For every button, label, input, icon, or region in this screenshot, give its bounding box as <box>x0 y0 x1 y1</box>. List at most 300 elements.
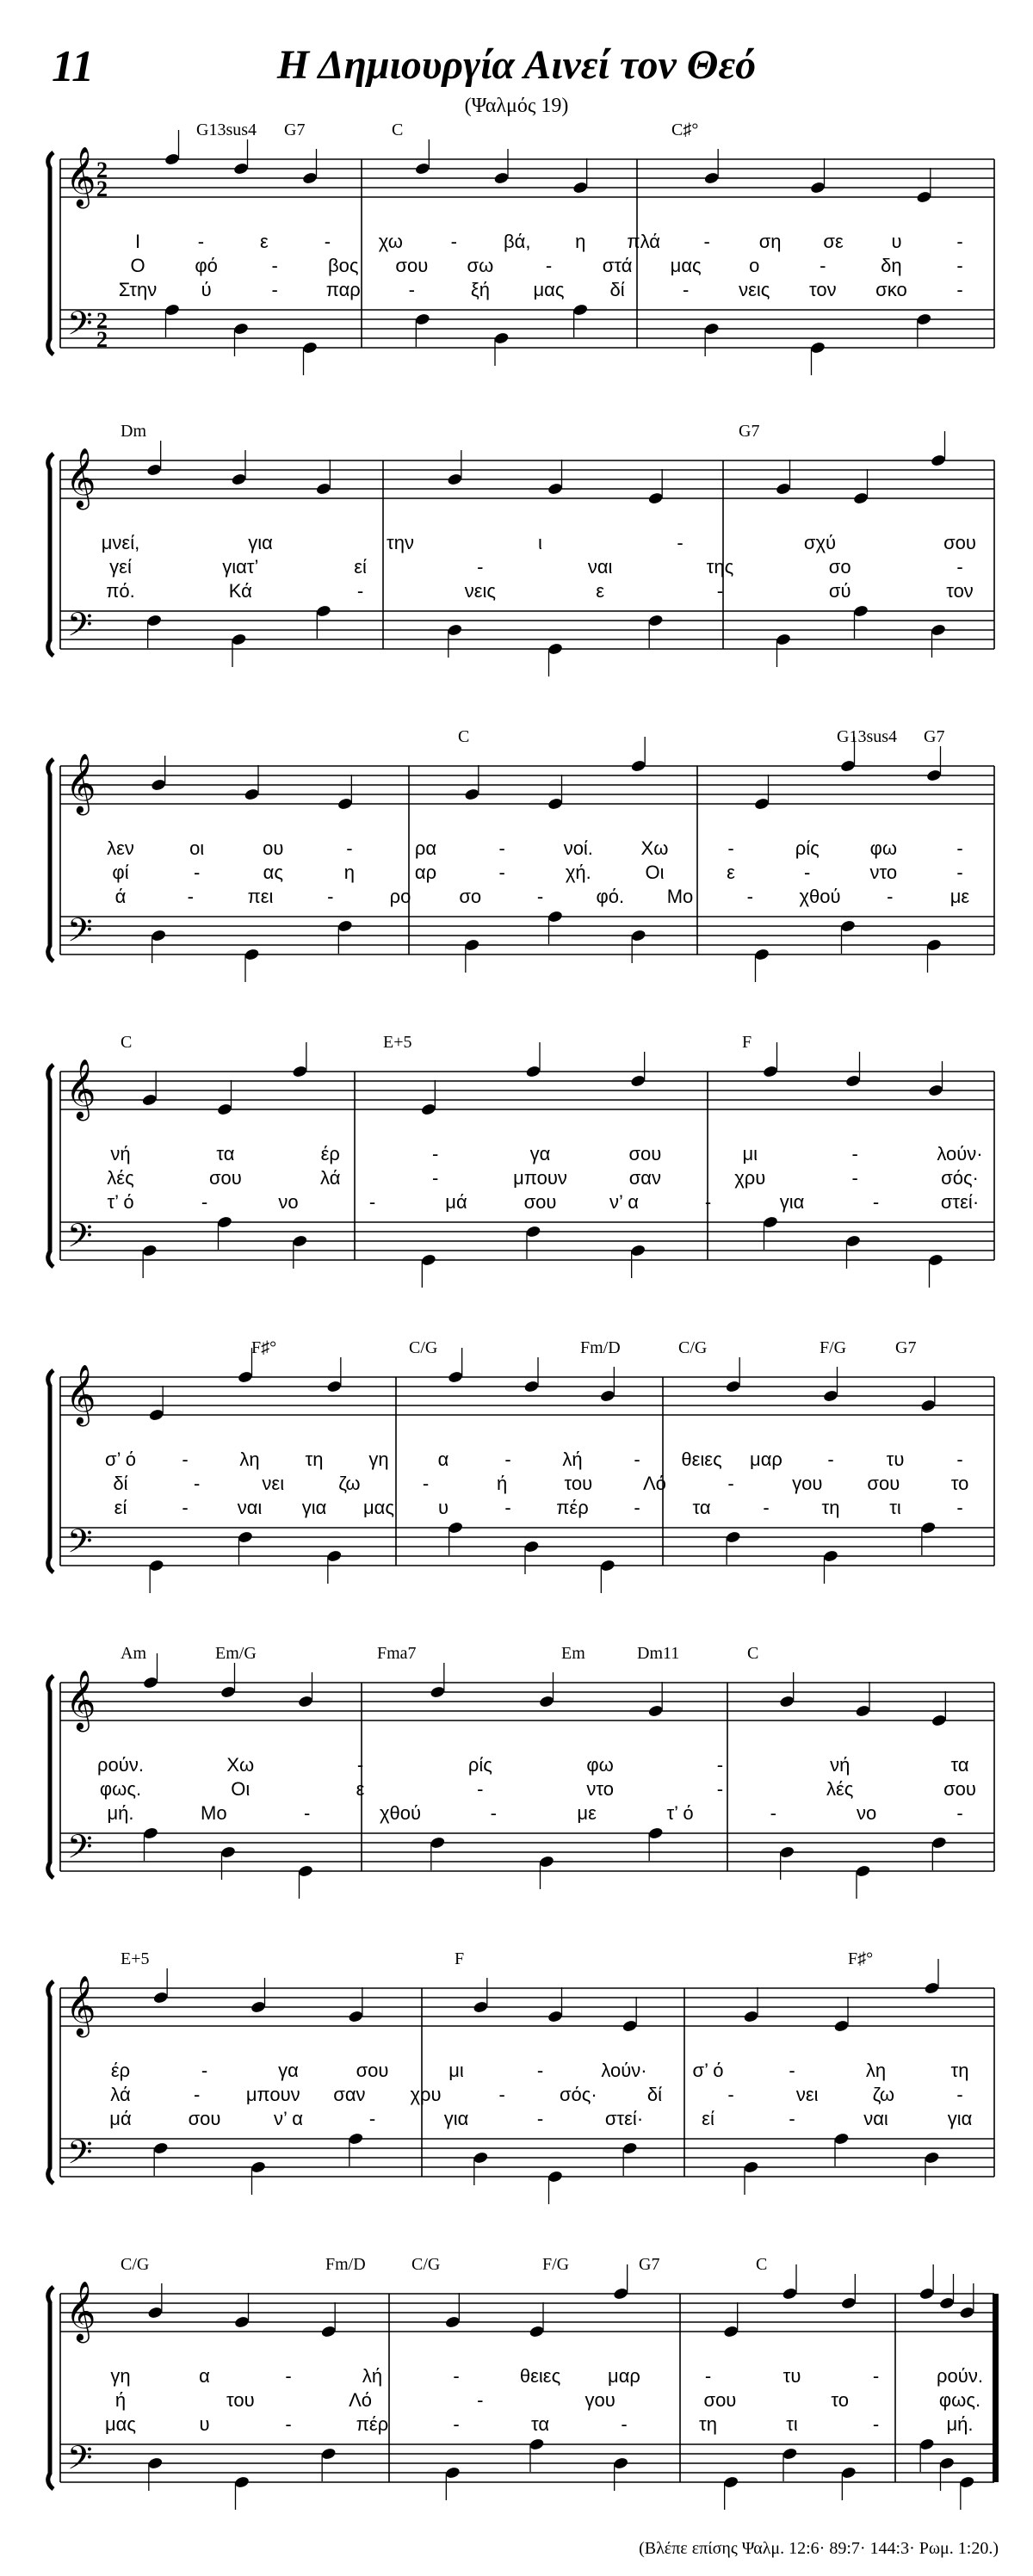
chord-symbol: C/G <box>121 2255 150 2274</box>
treble-clef-icon: 𝄞 <box>65 2281 96 2341</box>
lyric-hyphen: - <box>827 1449 834 1470</box>
treble-note <box>779 1695 795 1708</box>
treble-note <box>840 2296 857 2310</box>
lyric-syllable: θειες <box>681 1449 722 1470</box>
lyric-hyphen: - <box>682 279 690 300</box>
bass-note <box>529 2437 545 2451</box>
lyric-syllable: γου <box>585 2389 615 2411</box>
bass-note <box>647 614 664 627</box>
treble-note <box>217 1103 233 1116</box>
lyric-syllable: τη <box>950 2060 969 2081</box>
bass-note <box>525 1225 541 1239</box>
lyric-hyphen: - <box>956 862 963 883</box>
lyric-syllable: σου <box>356 2060 389 2081</box>
bass-note <box>238 1530 254 1544</box>
lyric-syllable: Στην <box>118 279 158 300</box>
chord-symbol: Dm11 <box>637 1644 680 1663</box>
hymn-subtitle: (Ψαλμός 19) <box>464 95 569 117</box>
bass-note <box>547 642 564 656</box>
chord-symbol: C/G <box>409 1338 438 1357</box>
lyric-syllable: λές <box>107 1167 134 1189</box>
treble-note <box>754 797 770 811</box>
treble-note <box>763 1065 779 1078</box>
lyric-syllable: χή. <box>565 862 591 883</box>
lyric-syllable: υ <box>199 2413 210 2435</box>
lyric-syllable: σ’ ό <box>692 2060 724 2081</box>
lyric-hyphen: - <box>851 1143 858 1164</box>
bass-note <box>217 1215 233 1229</box>
lyric-syllable: σου <box>943 532 976 553</box>
lyric-syllable: νοί. <box>563 837 593 859</box>
lyric-syllable: γη <box>110 2365 131 2387</box>
chord-symbol: G7 <box>895 1338 917 1357</box>
lyric-syllable: ντο <box>869 862 898 883</box>
treble-note <box>743 2010 759 2023</box>
lyric-hyphen: - <box>804 862 811 883</box>
bass-note <box>840 919 857 933</box>
lyric-syllable: ση <box>758 231 782 252</box>
lyric-hyphen: - <box>872 2413 880 2435</box>
chord-symbol: Em <box>561 1644 585 1663</box>
treble-note <box>599 1389 615 1403</box>
bass-note <box>523 1540 540 1554</box>
bass-note <box>547 2170 564 2184</box>
lyric-syllable: ο <box>749 255 760 276</box>
lyric-syllable: τον <box>946 580 974 602</box>
lyric-syllable: σου <box>188 2108 221 2129</box>
bass-note <box>853 604 869 618</box>
lyric-syllable: μά <box>109 2108 132 2129</box>
lyric-syllable: μαρ <box>750 1449 782 1470</box>
treble-note <box>928 1084 944 1097</box>
bass-note <box>810 341 826 355</box>
music-system <box>0 1949 1033 2208</box>
lyric-syllable: στεί· <box>940 1191 980 1213</box>
chord-symbol: Am <box>121 1644 146 1663</box>
lyric-hyphen: - <box>271 255 278 276</box>
lyric-hyphen: - <box>431 1167 439 1189</box>
bass-note <box>779 1845 795 1859</box>
lyric-syllable: στεί· <box>604 2108 644 2129</box>
bass-note <box>613 2456 629 2470</box>
lyric-hyphen: - <box>704 2365 712 2387</box>
lyric-syllable: εί <box>354 556 367 578</box>
treble-note <box>143 1676 159 1690</box>
treble-note <box>298 1695 314 1708</box>
lyric-hyphen: - <box>887 886 894 907</box>
lyric-syllable: φω <box>586 1754 614 1776</box>
lyric-syllable: βά, <box>504 231 531 252</box>
lyric-syllable: με <box>949 886 970 907</box>
bass-note <box>959 2475 975 2489</box>
bass-clef-icon: 𝄢 <box>67 911 93 957</box>
bass-note <box>493 331 510 345</box>
lyric-hyphen: - <box>727 837 734 859</box>
lyric-syllable: ή <box>114 2389 127 2411</box>
lyric-syllable: ε <box>596 580 605 602</box>
lyric-syllable: παρ <box>325 279 361 300</box>
lyric-hyphen: - <box>956 1802 963 1824</box>
lyric-syllable: η <box>575 231 586 252</box>
chord-symbol: F <box>742 1033 752 1052</box>
lyric-syllable: ε <box>356 1778 365 1800</box>
bass-note <box>647 1826 664 1840</box>
lyric-syllable: η <box>343 862 356 883</box>
music-system <box>0 422 1033 680</box>
lyric-syllable: δη <box>881 255 902 276</box>
treble-note <box>473 2000 489 2014</box>
lyric-hyphen: - <box>716 580 724 602</box>
lyric-hyphen: - <box>536 2108 544 2129</box>
bass-note <box>251 2160 267 2174</box>
lyric-syllable: λη <box>239 1449 260 1470</box>
lyric-hyphen: - <box>763 1497 770 1518</box>
bass-clef-icon: 𝄢 <box>67 304 93 350</box>
bass-note <box>320 2447 337 2461</box>
lyric-syllable: σου <box>628 1143 662 1164</box>
lyric-hyphen: - <box>704 1191 712 1213</box>
bass-note <box>444 2466 461 2480</box>
lyric-hyphen: - <box>477 1778 484 1800</box>
treble-note <box>630 759 646 773</box>
bass-note <box>703 322 720 336</box>
treble-note <box>233 162 250 176</box>
lyric-syllable: α <box>437 1449 449 1470</box>
bass-note <box>926 938 943 952</box>
lyric-hyphen: - <box>504 1449 511 1470</box>
treble-time-signature-top: 2 <box>96 158 108 182</box>
lyric-syllable: ρίς <box>795 837 820 859</box>
treble-note <box>320 2325 337 2338</box>
treble-note <box>420 1103 436 1116</box>
lyric-syllable: ναι <box>237 1497 263 1518</box>
lyric-syllable: ου <box>263 837 284 859</box>
bass-note <box>547 910 564 924</box>
chord-symbol: G7 <box>924 727 945 746</box>
lyric-syllable: ντο <box>586 1778 614 1800</box>
bass-note <box>776 633 792 646</box>
lyric-hyphen: - <box>536 2060 544 2081</box>
lyric-hyphen: - <box>820 255 826 276</box>
chord-symbol: C♯° <box>671 120 699 139</box>
bass-note <box>725 1530 741 1544</box>
music-system <box>0 1644 1033 1902</box>
music-system <box>0 727 1033 985</box>
lyric-syllable: δί <box>609 279 625 300</box>
lyric-syllable: για <box>779 1191 805 1213</box>
system-bracket <box>48 152 53 355</box>
lyric-hyphen: - <box>201 2060 208 2081</box>
lyric-syllable: ε <box>260 231 269 252</box>
lyric-syllable: τη <box>699 2413 717 2435</box>
lyric-syllable: α <box>199 2365 210 2387</box>
chord-symbol: Fma7 <box>377 1644 417 1663</box>
treble-note <box>845 1074 862 1088</box>
lyric-syllable: το <box>831 2389 850 2411</box>
bass-note <box>855 1864 871 1878</box>
lyric-syllable: σου <box>523 1191 557 1213</box>
bass-note <box>924 2151 940 2165</box>
bass-note <box>420 1253 436 1267</box>
treble-note <box>840 759 857 773</box>
treble-note <box>448 1370 464 1384</box>
system-bracket <box>48 2287 53 2489</box>
lyric-syllable: της <box>706 556 734 578</box>
bass-note <box>430 1836 446 1850</box>
treble-note <box>823 1389 839 1403</box>
treble-note <box>547 2010 564 2023</box>
treble-note <box>647 491 664 505</box>
treble-note <box>539 1695 555 1708</box>
lyric-syllable: νο <box>857 1802 877 1824</box>
lyric-hyphen: - <box>422 1473 430 1494</box>
lyric-syllable: τη <box>821 1497 840 1518</box>
system-bracket <box>48 1981 53 2184</box>
treble-note <box>493 171 510 185</box>
staff-notation <box>0 120 1033 405</box>
lyric-syllable: πέρ <box>356 2413 389 2435</box>
bass-note <box>572 303 589 317</box>
lyric-hyphen: - <box>536 886 544 907</box>
lyric-syllable: λη <box>865 2060 887 2081</box>
lyric-syllable: οι <box>189 837 205 859</box>
treble-note <box>725 1380 741 1393</box>
lyric-syllable: Οι <box>231 1778 251 1800</box>
treble-clef-icon: 𝄞 <box>65 448 96 508</box>
lyric-syllable: σαν <box>333 2084 366 2105</box>
lyric-hyphen: - <box>368 2108 376 2129</box>
lyric-syllable: του <box>564 1473 593 1494</box>
lyric-syllable: τον <box>809 279 837 300</box>
bass-clef-icon: 𝄢 <box>67 1827 93 1874</box>
lyric-hyphen: - <box>285 2413 292 2435</box>
lyric-syllable: τ’ ό <box>666 1802 694 1824</box>
lyric-syllable: γιατ’ <box>222 556 259 578</box>
treble-note <box>916 190 932 204</box>
lyric-syllable: ναι <box>587 556 613 578</box>
bass-note <box>348 2132 364 2146</box>
bass-note <box>152 2141 169 2155</box>
lyric-syllable: τυ <box>886 1449 905 1470</box>
treble-note <box>348 2010 364 2023</box>
treble-note <box>529 2325 545 2338</box>
lyric-syllable: ν’ α <box>609 1191 639 1213</box>
lyric-syllable: εί <box>114 1497 127 1518</box>
lyric-syllable: ρίς <box>467 1754 492 1776</box>
lyric-hyphen: - <box>872 1191 880 1213</box>
treble-note <box>164 152 181 166</box>
lyric-syllable: μας <box>105 2413 136 2435</box>
treble-note <box>931 454 947 467</box>
lyric-syllable: Χω <box>226 1754 255 1776</box>
treble-note <box>622 2019 638 2033</box>
treble-note <box>447 473 463 486</box>
lyric-syllable: ε <box>727 862 735 883</box>
treble-note <box>939 2296 956 2310</box>
treble-clef-icon: 𝄞 <box>65 1975 96 2035</box>
treble-note <box>833 2019 850 2033</box>
treble-note <box>525 1065 541 1078</box>
treble-note <box>238 1370 254 1384</box>
bass-note <box>539 1855 555 1869</box>
lyric-syllable: σο <box>459 886 482 907</box>
treble-note <box>464 788 480 801</box>
bass-clef-icon: 𝄢 <box>67 1216 93 1263</box>
lyric-syllable: ν’ α <box>274 2108 303 2129</box>
chord-symbol: C/G <box>411 2255 441 2274</box>
chord-symbol: F♯° <box>251 1338 277 1357</box>
lyric-syllable: εί <box>702 2108 714 2129</box>
bass-note <box>147 2456 164 2470</box>
treble-note <box>613 2287 629 2301</box>
treble-note <box>251 2000 267 2014</box>
bass-note <box>148 1559 164 1572</box>
bass-note <box>763 1215 779 1229</box>
treble-note <box>723 2325 739 2338</box>
bass-note <box>326 1549 343 1563</box>
lyric-hyphen: - <box>703 231 710 252</box>
lyric-hyphen: - <box>956 837 963 859</box>
lyric-hyphen: - <box>477 2389 484 2411</box>
staff-notation <box>0 2255 1033 2539</box>
lyric-syllable: ξή <box>470 279 490 300</box>
chord-symbol: Em/G <box>215 1644 257 1663</box>
lyric-hyphen: - <box>677 532 684 553</box>
lyric-hyphen: - <box>789 2108 795 2129</box>
lyric-hyphen: - <box>746 886 753 907</box>
lyric-syllable: ι <box>538 532 542 553</box>
lyric-syllable: σός· <box>559 2084 597 2105</box>
lyric-syllable: φως. <box>99 1778 142 1800</box>
lyric-hyphen: - <box>271 279 278 300</box>
treble-note <box>147 2306 164 2320</box>
lyric-hyphen: - <box>193 862 201 883</box>
bass-note <box>931 1836 947 1850</box>
lyric-syllable: την <box>387 532 414 553</box>
lyric-syllable: ναι <box>863 2108 888 2129</box>
lyric-syllable: Μο <box>666 886 694 907</box>
bass-note <box>337 919 353 933</box>
chord-symbol: C <box>121 1033 133 1052</box>
lyric-hyphen: - <box>634 1449 640 1470</box>
bass-note <box>141 1244 158 1257</box>
treble-note <box>151 778 167 792</box>
lyric-syllable: τ’ ό <box>107 1191 134 1213</box>
lyric-syllable: μι <box>742 1143 758 1164</box>
bass-note <box>723 2475 739 2489</box>
lyric-syllable: έρ <box>320 1143 340 1164</box>
treble-note <box>146 463 163 477</box>
lyric-hyphen: - <box>187 886 194 907</box>
lyric-syllable: τα <box>950 1754 969 1776</box>
lyric-syllable: λά <box>110 2084 131 2105</box>
lyric-hyphen: - <box>504 1497 511 1518</box>
lyric-hyphen: - <box>356 1754 364 1776</box>
chord-symbol: C <box>458 727 470 746</box>
bass-note <box>939 2456 956 2470</box>
lyric-syllable: πέρ <box>556 1497 589 1518</box>
lyric-syllable: μας <box>670 255 702 276</box>
lyric-syllable: ρούν. <box>937 2365 983 2387</box>
lyric-hyphen: - <box>450 231 457 252</box>
lyric-syllable: τι <box>889 1497 901 1518</box>
bass-note <box>840 2466 857 2480</box>
chord-symbol: G7 <box>284 120 306 139</box>
lyric-syllable: φως. <box>938 2389 981 2411</box>
treble-note <box>302 171 319 185</box>
treble-note <box>703 171 720 185</box>
bass-note <box>447 623 463 637</box>
lyric-syllable: σου <box>208 1167 242 1189</box>
lyric-syllable: σύ <box>828 580 851 602</box>
lyric-hyphen: - <box>770 1802 776 1824</box>
bass-note <box>919 2437 935 2451</box>
lyric-hyphen: - <box>956 1497 963 1518</box>
chord-symbol: F/G <box>820 1338 847 1357</box>
lyric-hyphen: - <box>956 279 963 300</box>
chord-symbol: C/G <box>678 1338 708 1357</box>
lyric-hyphen: - <box>634 1497 640 1518</box>
lyric-syllable: τα <box>692 1497 711 1518</box>
bass-note <box>302 341 319 355</box>
system-bracket <box>48 759 53 961</box>
lyric-syllable: θειες <box>519 2365 561 2387</box>
bass-clef-icon: 𝄢 <box>67 2438 93 2485</box>
music-system <box>0 120 1033 379</box>
lyric-syllable: λά <box>320 1167 341 1189</box>
lyric-syllable: το <box>950 1473 969 1494</box>
lyric-syllable: γα <box>278 2060 299 2081</box>
lyric-hyphen: - <box>956 231 963 252</box>
bass-note <box>599 1559 615 1572</box>
lyric-syllable: έρ <box>110 2060 131 2081</box>
lyric-hyphen: - <box>621 2413 628 2435</box>
treble-note <box>924 1981 940 1995</box>
lyric-syllable: χθού <box>379 1802 422 1824</box>
staff-notation <box>0 1644 1033 1928</box>
lyric-syllable: μνεί, <box>101 532 140 553</box>
lyric-syllable: γα <box>529 1143 551 1164</box>
bass-note <box>630 929 646 942</box>
lyric-syllable: σε <box>823 231 844 252</box>
treble-clef-icon: 𝄞 <box>65 1059 96 1119</box>
lyric-syllable: νει <box>795 2084 819 2105</box>
lyric-syllable: λές <box>826 1778 854 1800</box>
bass-note <box>143 1826 159 1840</box>
lyric-hyphen: - <box>956 556 963 578</box>
lyric-syllable: νο <box>278 1191 299 1213</box>
bass-note <box>630 1244 646 1257</box>
treble-note <box>315 482 331 496</box>
lyric-syllable: τι <box>786 2413 798 2435</box>
lyric-syllable: νεις <box>739 279 770 300</box>
lyric-hyphen: - <box>498 2084 505 2105</box>
bass-note <box>315 604 331 618</box>
lyric-syllable: Χω <box>640 837 669 859</box>
lyric-syllable: τα <box>530 2413 550 2435</box>
lyric-syllable: Ο <box>130 255 145 276</box>
treble-note <box>523 1380 540 1393</box>
lyric-hyphen: - <box>727 2084 734 2105</box>
bass-clef-icon: 𝄢 <box>67 1522 93 1568</box>
lyric-hyphen: - <box>956 2084 963 2105</box>
treble-note <box>959 2306 975 2320</box>
treble-note <box>926 769 943 782</box>
lyric-syllable: μας <box>363 1497 394 1518</box>
bass-note <box>782 2447 798 2461</box>
bass-note <box>234 2475 251 2489</box>
lyric-syllable: πει <box>247 886 274 907</box>
